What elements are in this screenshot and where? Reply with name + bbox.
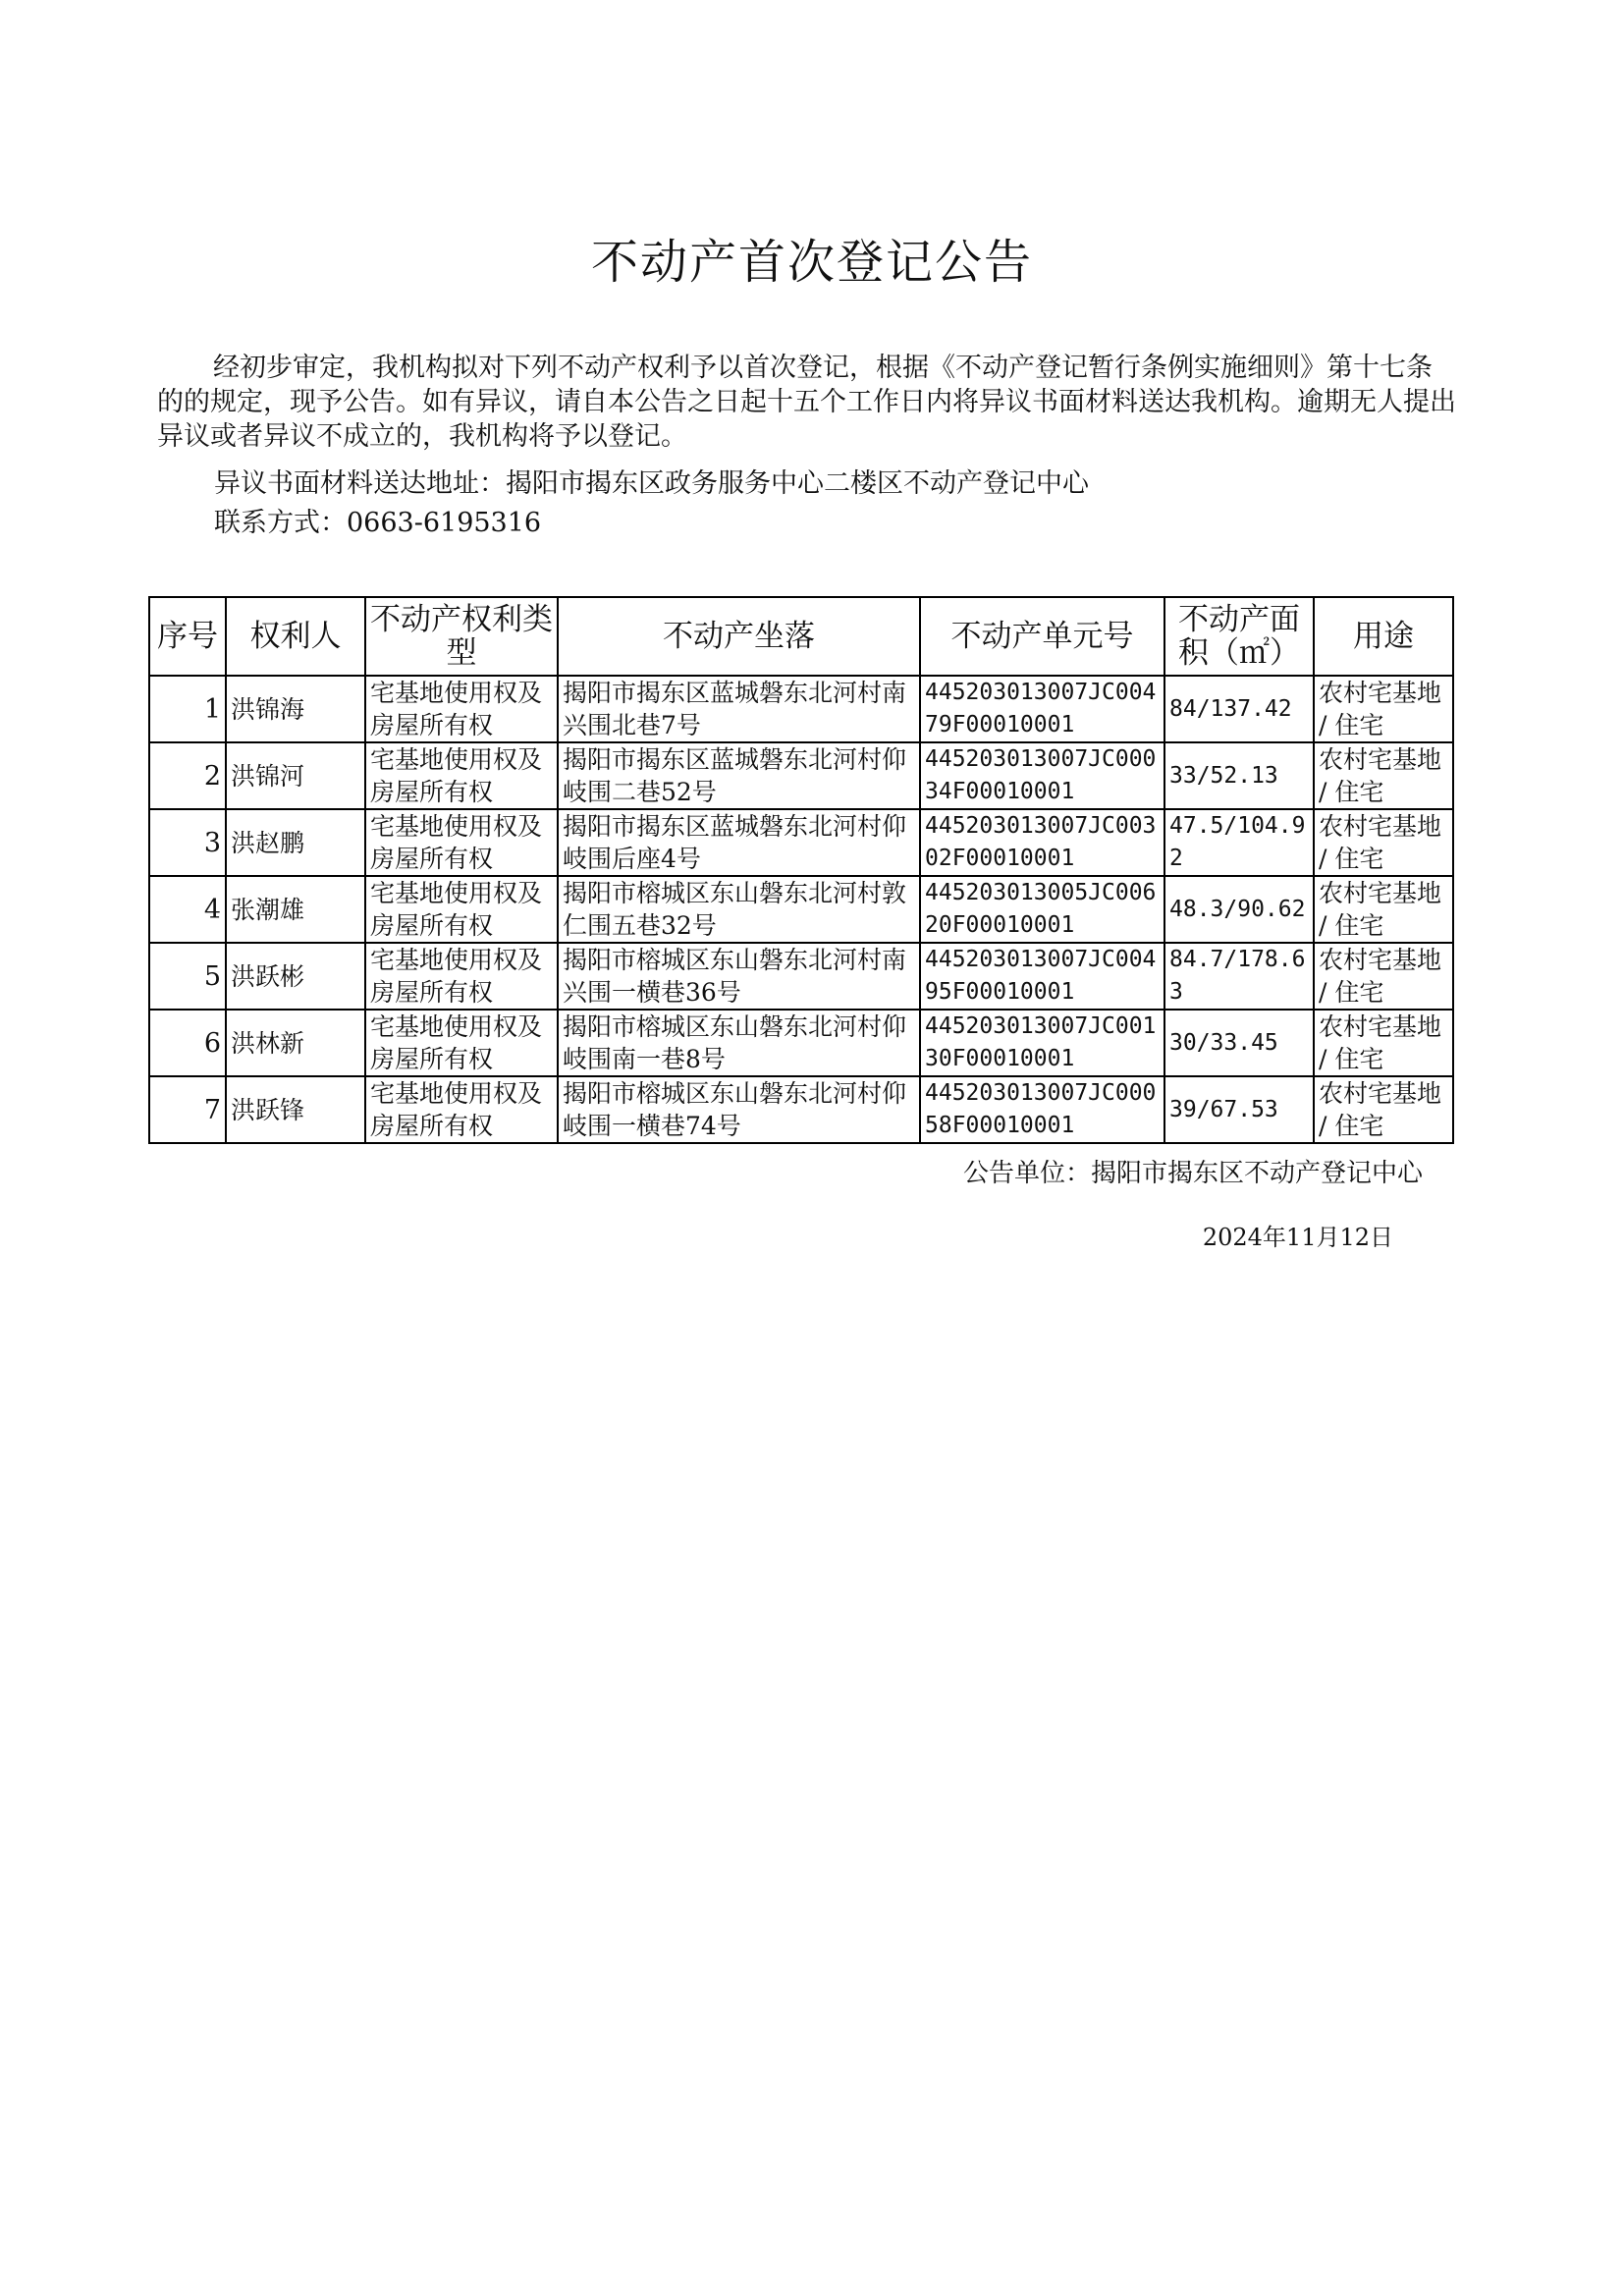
cell-area: 30/33.45 <box>1164 1010 1314 1076</box>
cell-area: 48.3/90.62 <box>1164 876 1314 943</box>
contact-info: 联系方式：0663-6195316 <box>214 508 542 538</box>
cell-unit-no: 445203013007JC00479F00010001 <box>920 676 1164 742</box>
cell-no: 4 <box>149 876 226 943</box>
header-owner: 权利人 <box>226 597 365 676</box>
cell-right-type: 宅基地使用权及房屋所有权 <box>365 943 558 1010</box>
cell-right-type: 宅基地使用权及房屋所有权 <box>365 676 558 742</box>
cell-owner: 洪跃锋 <box>226 1076 365 1143</box>
cell-right-type: 宅基地使用权及房屋所有权 <box>365 1076 558 1143</box>
cell-owner: 洪跃彬 <box>226 943 365 1010</box>
cell-usage: 农村宅基地 / 住宅 <box>1314 876 1453 943</box>
header-area: 不动产面积（㎡） <box>1164 597 1314 676</box>
header-unit-no: 不动产单元号 <box>920 597 1164 676</box>
cell-area: 47.5/104.92 <box>1164 809 1314 876</box>
objection-address: 异议书面材料送达地址：揭阳市揭东区政务服务中心二楼区不动产登记中心 <box>214 468 1089 499</box>
cell-unit-no: 445203013007JC00034F00010001 <box>920 742 1164 809</box>
cell-owner: 张潮雄 <box>226 876 365 943</box>
cell-area: 33/52.13 <box>1164 742 1314 809</box>
cell-location: 揭阳市揭东区蓝城磐东北河村仰岐围后座4号 <box>558 809 920 876</box>
table-row <box>149 676 1453 742</box>
cell-no: 5 <box>149 943 226 1010</box>
cell-owner: 洪赵鹏 <box>226 809 365 876</box>
cell-location: 揭阳市榕城区东山磐东北河村仰岐围一横巷74号 <box>558 1076 920 1143</box>
cell-right-type: 宅基地使用权及房屋所有权 <box>365 809 558 876</box>
cell-location: 揭阳市揭东区蓝城磐东北河村仰岐围二巷52号 <box>558 742 920 809</box>
header-location: 不动产坐落 <box>558 597 920 676</box>
cell-usage: 农村宅基地 / 住宅 <box>1314 1076 1453 1143</box>
cell-right-type: 宅基地使用权及房屋所有权 <box>365 1010 558 1076</box>
table-row <box>149 943 1453 1010</box>
cell-no: 3 <box>149 809 226 876</box>
cell-no: 7 <box>149 1076 226 1143</box>
table-row <box>149 876 1453 943</box>
table-row <box>149 809 1453 876</box>
cell-no: 1 <box>149 676 226 742</box>
issuing-unit: 公告单位：揭阳市揭东区不动产登记中心 <box>962 1159 1423 1188</box>
cell-location: 揭阳市揭东区蓝城磐东北河村南兴围北巷7号 <box>558 676 920 742</box>
cell-usage: 农村宅基地 / 住宅 <box>1314 943 1453 1010</box>
header-no: 序号 <box>149 597 226 676</box>
header-usage: 用途 <box>1314 597 1453 676</box>
cell-unit-no: 445203013007JC00058F00010001 <box>920 1076 1164 1143</box>
cell-location: 揭阳市榕城区东山磐东北河村南兴围一横巷36号 <box>558 943 920 1010</box>
cell-usage: 农村宅基地 / 住宅 <box>1314 676 1453 742</box>
cell-area: 39/67.53 <box>1164 1076 1314 1143</box>
cell-right-type: 宅基地使用权及房屋所有权 <box>365 876 558 943</box>
issue-date: 2024年11月12日 <box>1202 1224 1393 1251</box>
table-row <box>149 1010 1453 1076</box>
cell-unit-no: 445203013005JC00620F00010001 <box>920 876 1164 943</box>
intro-paragraph: 经初步审定，我机构拟对下列不动产权利予以首次登记，根据《不动产登记暂行条例实施细则》第十七条的的规定，现予公告。如有异议，请自本公告之日起十五个工作日内将异议书面材料送达我机构。逾期无人提出异议或者异议不成立的，我机构将予以登记。 <box>157 353 1456 452</box>
cell-area: 84/137.42 <box>1164 676 1314 742</box>
registration-table <box>148 596 1454 1144</box>
cell-location: 揭阳市榕城区东山磐东北河村敦仁围五巷32号 <box>558 876 920 943</box>
cell-right-type: 宅基地使用权及房屋所有权 <box>365 742 558 809</box>
cell-unit-no: 445203013007JC00130F00010001 <box>920 1010 1164 1076</box>
header-right-type: 不动产权利类型 <box>365 597 558 676</box>
table-row <box>149 742 1453 809</box>
cell-unit-no: 445203013007JC00495F00010001 <box>920 943 1164 1010</box>
cell-usage: 农村宅基地 / 住宅 <box>1314 742 1453 809</box>
cell-location: 揭阳市榕城区东山磐东北河村仰岐围南一巷8号 <box>558 1010 920 1076</box>
cell-no: 2 <box>149 742 226 809</box>
cell-unit-no: 445203013007JC00302F00010001 <box>920 809 1164 876</box>
cell-area: 84.7/178.63 <box>1164 943 1314 1010</box>
cell-usage: 农村宅基地 / 住宅 <box>1314 1010 1453 1076</box>
cell-owner: 洪锦海 <box>226 676 365 742</box>
table-row <box>149 1076 1453 1143</box>
cell-owner: 洪林新 <box>226 1010 365 1076</box>
table-header-row <box>149 597 1453 676</box>
cell-usage: 农村宅基地 / 住宅 <box>1314 809 1453 876</box>
cell-no: 6 <box>149 1010 226 1076</box>
cell-owner: 洪锦河 <box>226 742 365 809</box>
page-title: 不动产首次登记公告 <box>590 235 1033 290</box>
